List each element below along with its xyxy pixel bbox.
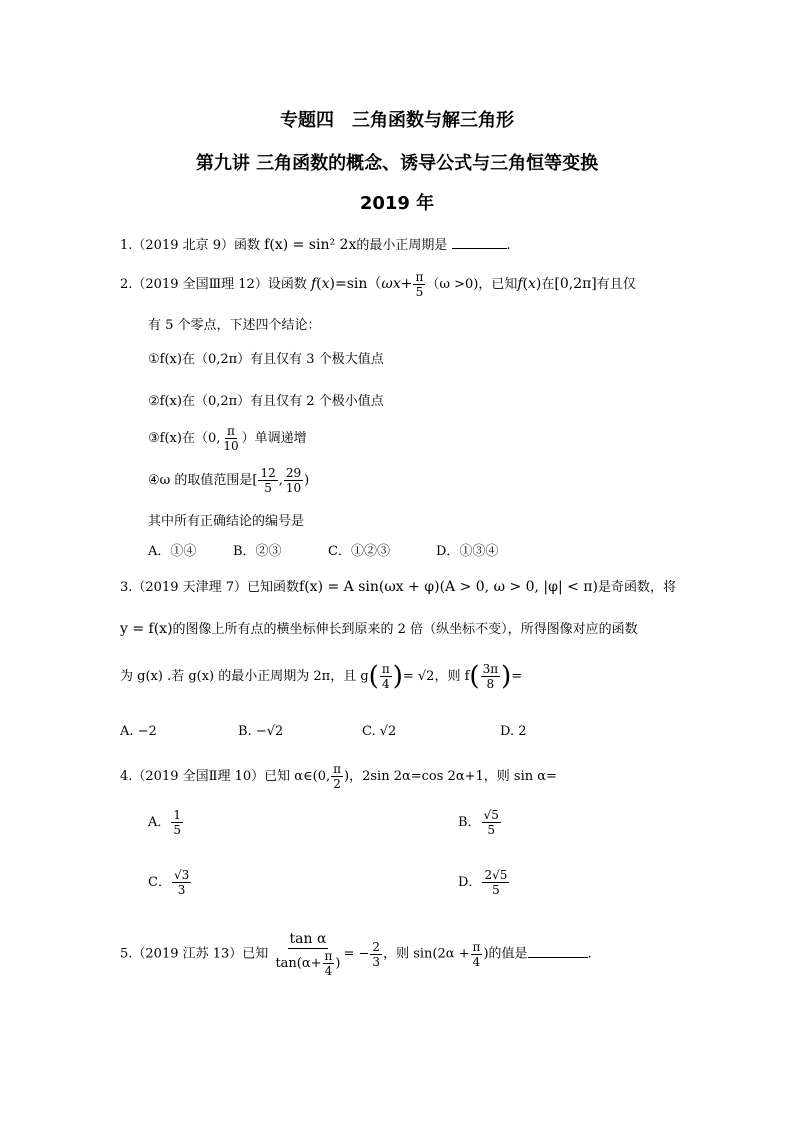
q4-option-a: A． $\frac{1}{5}$ [148, 808, 182, 837]
lecture-title: 第九讲 三角函数的概念、诱导公式与三角恒等变换 [195, 153, 599, 174]
topic-title: 专题四 三角函数与解三角形 [280, 110, 514, 131]
q2-option-b: B．②③ [233, 544, 282, 559]
question-2-ask: 其中所有正确结论的编号是 [148, 514, 305, 529]
q2-option-a: A．①④ [148, 544, 197, 559]
fraction-pi-over-10: $\frac{\pi}{10}$ [223, 424, 239, 453]
answer-blank [452, 248, 507, 249]
question-3-line-3: 为 g(x) .若 g(x) 的最小正周期为 2π，且 g( $\frac{\pi}{4}$ )= √2，则 f( $\frac{3\pi}{8}$ )= [120, 661, 523, 692]
question-3-line-2: y = f(x)的图像上所有点的横坐标伸长到原来的 2 倍（纵坐标不变），所得图像对应的函数 [120, 621, 638, 637]
fraction-2-over-3: $\frac{2}{3}$ [372, 939, 381, 969]
fraction-pi-over-5: $\frac{\pi}{5}$ [415, 270, 424, 299]
q3-option-b: B. −√2 [238, 724, 284, 739]
question-5: 5.（2019 江苏 13）已知 tan α tan(α+ $\frac{\pi}{4}$ ) = − $\frac{2}{3}$ ，则 sin(2α + $\frac{\pi}{4}$ )的值是 . [120, 931, 592, 978]
question-1: 1.（2019 北京 9）函数 f(x) = sin² 2x的最小正周期是 . [120, 237, 511, 253]
question-2-line-1: 2.（2019 全国Ⅲ理 12）设函数 f(x)=sin（ωx+ $\frac{\pi}{5}$ （ω >0)，已知f(x)在[0,2π]有且仅 [120, 270, 636, 299]
q3-option-d: D. 2 [500, 724, 527, 739]
statement-4: ④ω 的取值范围是[ $\frac{12}{5}$ , $\frac{29}{10}$ ) [148, 466, 310, 495]
statement-1: ①f(x)在（0,2π）有且仅有 3 个极大值点 [148, 352, 384, 367]
answer-blank [528, 957, 588, 958]
q4-option-c: C． $\frac{√3}{3}$ [148, 868, 190, 897]
question-4: 4.（2019 全国Ⅱ理 10）已知 α∈(0, $\frac{\pi}{2}$ )，2sin 2α=cos 2α+1，则 sin α= [120, 762, 557, 791]
tan-ratio-fraction: tan α tan(α+ $\frac{\pi}{4}$ ) [275, 931, 341, 978]
q3-option-a: A. −2 [120, 724, 157, 739]
question-2-line-2: 有 5 个零点，下述四个结论： [148, 318, 321, 333]
q3-option-c: C. √2 [362, 724, 397, 739]
fraction-29-over-10: $\frac{29}{10}$ [285, 466, 302, 495]
fraction-pi-over-2: $\frac{\pi}{2}$ [333, 762, 342, 791]
fraction-pi-over-4: $\frac{\pi}{4}$ [381, 662, 390, 691]
question-3-line-1: 3.（2019 天津理 7）已知函数f(x) = A sin(ωx + φ)(A > 0, ω > 0, |φ| < π)是奇函数，将 [120, 579, 676, 595]
q4-option-b: B． $\frac{√5}{5}$ [458, 808, 499, 837]
q2-option-c: C．①②③ [328, 544, 390, 559]
statement-2: ②f(x)在（0,2π）有且仅有 2 个极小值点 [148, 394, 384, 409]
q4-option-d: D． $\frac{2√5}{5}$ [458, 868, 508, 897]
year-title: 2019 年 [359, 193, 435, 214]
fraction-12-over-5: $\frac{12}{5}$ [260, 466, 276, 495]
fraction-3pi-over-8: $\frac{3\pi}{8}$ [482, 662, 499, 691]
q2-option-d: D．①③④ [436, 544, 499, 559]
statement-3: ③f(x)在（0, $\frac{\pi}{10}$ ）单调递增 [148, 424, 307, 453]
